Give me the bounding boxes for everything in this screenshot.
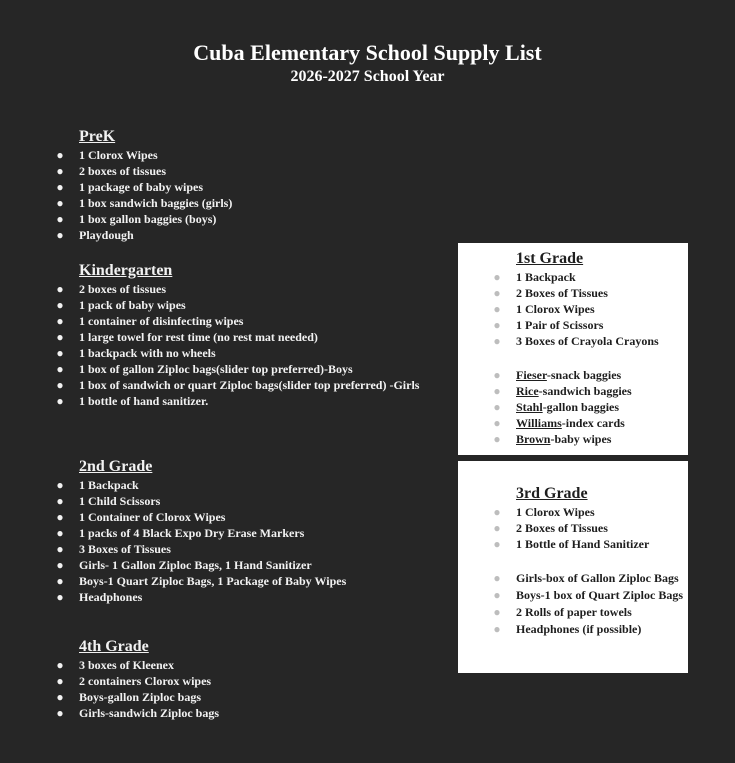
- list-item: ● 1 packs of 4 Black Expo Dry Erase Markers: [56, 526, 305, 540]
- bullet-icon: ●: [56, 180, 64, 194]
- list-item: ● Stahl-gallon baggies: [493, 400, 620, 414]
- bullet-icon: ●: [56, 494, 64, 508]
- list-item: ● Boys-1 Quart Ziploc Bags, 1 Package of Baby Wipes: [56, 574, 347, 588]
- list-item: ● Headphones: [56, 590, 143, 604]
- bullet-icon: ●: [493, 605, 501, 619]
- prek-section: [55, 128, 232, 243]
- grade1-heading: 1st Grade: [516, 250, 584, 267]
- bullet-icon: ●: [56, 148, 64, 162]
- list-item: ● 2 containers Clorox wipes: [56, 674, 212, 688]
- grade1-list: [492, 269, 659, 349]
- bullet-icon: ●: [56, 542, 64, 556]
- bullet-icon: ●: [56, 526, 64, 540]
- page-subtitle: 2026-2027 School Year: [290, 68, 445, 85]
- bullet-icon: ●: [56, 346, 64, 360]
- list-item: ● 3 boxes of Kleenex: [56, 658, 174, 672]
- list-item: ● 1 Pair of Scissors: [493, 318, 604, 332]
- grade3-extra-list: [492, 570, 682, 637]
- bullet-icon: ●: [493, 622, 501, 636]
- bullet-icon: ●: [493, 588, 501, 602]
- bullet-icon: ●: [56, 674, 64, 688]
- bullet-icon: ●: [56, 362, 64, 376]
- list-item: ● 2 Boxes of Tissues: [493, 286, 608, 300]
- grade2-section: [55, 458, 346, 605]
- list-item: ● 1 box sandwich baggies (girls): [56, 196, 233, 210]
- page-title: Cuba Elementary School Supply List: [193, 40, 542, 65]
- list-item: ● 1 box of gallon Ziploc bags(slider top preferred)-Boys: [56, 362, 353, 376]
- list-item: ● 1 Container of Clorox Wipes: [56, 510, 226, 524]
- spacer: [492, 349, 659, 367]
- list-item: ● 2 boxes of tissues: [56, 164, 167, 178]
- grade4-list: [55, 657, 219, 721]
- list-item: ● 1 Clorox Wipes: [493, 505, 595, 519]
- bullet-icon: ●: [56, 658, 64, 672]
- list-item: ● 1 Clorox Wipes: [56, 148, 158, 162]
- bullet-icon: ●: [56, 558, 64, 572]
- bullet-icon: ●: [493, 400, 501, 414]
- grade3-heading: 3rd Grade: [516, 485, 588, 502]
- bullet-icon: ●: [493, 302, 501, 316]
- teacher-name: Stahl: [516, 400, 543, 414]
- grade1-teacher-list: [492, 367, 659, 447]
- bullet-icon: ●: [493, 571, 501, 585]
- list-item: ● Williams-index cards: [493, 416, 625, 430]
- bullet-icon: ●: [56, 706, 64, 720]
- teacher-name: Brown: [516, 432, 551, 446]
- teacher-name: Rice: [516, 384, 539, 398]
- list-item: ● 1 backpack with no wheels: [56, 346, 216, 360]
- list-item: ● Fieser-snack baggies: [493, 368, 622, 382]
- bullet-icon: ●: [56, 164, 64, 178]
- kindergarten-heading: Kindergarten: [79, 262, 173, 279]
- list-item: ● 1 container of disinfecting wipes: [56, 314, 244, 328]
- list-item: ● 1 box of sandwich or quart Ziploc bags(slider top preferred) -Girls: [56, 378, 420, 392]
- grade1-section: [492, 250, 659, 447]
- bullet-icon: ●: [56, 282, 64, 296]
- bullet-icon: ●: [56, 212, 64, 226]
- list-item: ● 1 Backpack: [56, 478, 139, 492]
- bullet-icon: ●: [56, 574, 64, 588]
- bullet-icon: ●: [56, 196, 64, 210]
- bullet-icon: ●: [56, 690, 64, 704]
- bullet-icon: ●: [493, 286, 501, 300]
- teacher-name: Williams: [516, 416, 562, 430]
- prek-heading: PreK: [79, 128, 116, 145]
- bullet-icon: ●: [56, 510, 64, 524]
- list-item: ● 1 large towel for rest time (no rest mat needed): [56, 330, 318, 344]
- list-item: ● 1 bottle of hand sanitizer.: [56, 394, 209, 408]
- list-item: ● Headphones (if possible): [493, 622, 642, 636]
- list-item: ● Playdough: [56, 228, 134, 242]
- grade3-section: [492, 485, 682, 638]
- list-item: ● 1 box gallon baggies (boys): [56, 212, 217, 226]
- bullet-icon: ●: [56, 394, 64, 408]
- spacer: [492, 552, 682, 570]
- list-item: ● 2 Boxes of Tissues: [493, 521, 608, 535]
- bullet-icon: ●: [493, 334, 501, 348]
- grade4-section: [55, 638, 219, 721]
- list-item: ● 2 boxes of tissues: [56, 282, 167, 296]
- grade3-list: [492, 504, 682, 552]
- list-item: ● Boys-1 box of Quart Ziploc Bags: [493, 588, 684, 602]
- bullet-icon: ●: [56, 378, 64, 392]
- list-item: ● 1 Clorox Wipes: [493, 302, 595, 316]
- list-item: ● 3 Boxes of Tissues: [56, 542, 171, 556]
- list-item: ● 1 Backpack: [493, 270, 576, 284]
- teacher-name: Fieser: [516, 368, 547, 382]
- bullet-icon: ●: [493, 537, 501, 551]
- bullet-icon: ●: [56, 330, 64, 344]
- list-item: ● 1 Bottle of Hand Sanitizer: [493, 537, 650, 551]
- list-item: ● Girls-sandwich Ziploc bags: [56, 706, 220, 720]
- bullet-icon: ●: [493, 521, 501, 535]
- bullet-icon: ●: [56, 298, 64, 312]
- list-item: ● 1 package of baby wipes: [56, 180, 204, 194]
- list-item: ● Girls-box of Gallon Ziploc Bags: [493, 571, 679, 585]
- grade4-heading: 4th Grade: [79, 638, 149, 655]
- bullet-icon: ●: [493, 416, 501, 430]
- list-item: ● Girls- 1 Gallon Ziploc Bags, 1 Hand Sanitizer: [56, 558, 312, 572]
- list-item: ● 1 pack of baby wipes: [56, 298, 186, 312]
- list-item: ● Rice-sandwich baggies: [493, 384, 632, 398]
- grade3-panel: [458, 461, 688, 673]
- bullet-icon: ●: [56, 590, 64, 604]
- bullet-icon: ●: [493, 368, 501, 382]
- list-item: ● 2 Rolls of paper towels: [493, 605, 632, 619]
- grade2-heading: 2nd Grade: [79, 458, 153, 475]
- bullet-icon: ●: [56, 314, 64, 328]
- grade1-panel: [458, 243, 688, 455]
- grade2-list: [55, 477, 346, 605]
- bullet-icon: ●: [493, 270, 501, 284]
- prek-list: [55, 147, 232, 243]
- bullet-icon: ●: [493, 505, 501, 519]
- bullet-icon: ●: [493, 384, 501, 398]
- kindergarten-list: [55, 281, 419, 409]
- bullet-icon: ●: [56, 228, 64, 242]
- kindergarten-section: [55, 262, 419, 409]
- list-item: ● 1 Child Scissors: [56, 494, 161, 508]
- bullet-icon: ●: [56, 478, 64, 492]
- list-item: ● Boys-gallon Ziploc bags: [56, 690, 202, 704]
- bullet-icon: ●: [493, 432, 501, 446]
- list-item: ● Brown-baby wipes: [493, 432, 612, 446]
- bullet-icon: ●: [493, 318, 501, 332]
- list-item: ● 3 Boxes of Crayola Crayons: [493, 334, 659, 348]
